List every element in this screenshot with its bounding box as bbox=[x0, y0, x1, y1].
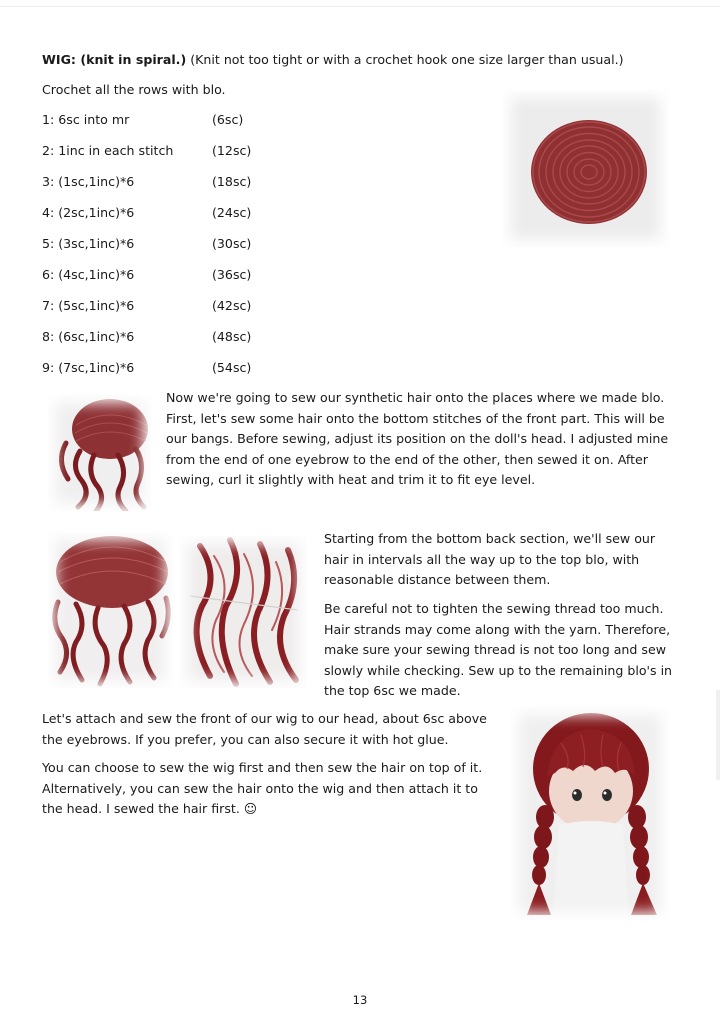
sewing-top-illustration bbox=[180, 536, 307, 688]
row-stitch-count: (24sc) bbox=[212, 205, 252, 220]
row-stitch-count: (36sc) bbox=[212, 267, 252, 282]
order-line: You can choose to sew the wig first and then sew the hair on top of it. bbox=[42, 760, 483, 775]
bangs-illustration bbox=[48, 395, 151, 511]
row-instruction: 3: (1sc,1inc)*6 bbox=[42, 174, 135, 189]
row-instruction: 2: 1inc in each stitch bbox=[42, 143, 174, 158]
careful-line: Be careful not to tighten the sewing thread too much. bbox=[324, 601, 664, 616]
bangs-line: sewing, curl it slightly with heat and trim it to fit eye level. bbox=[166, 472, 536, 487]
row-stitch-count: (42sc) bbox=[212, 298, 252, 313]
row-instruction: 9: (7sc,1inc)*6 bbox=[42, 360, 135, 375]
order-line: the head. I sewed the hair first. ☺ bbox=[42, 801, 257, 816]
careful-line: the top 6sc we made. bbox=[324, 683, 461, 698]
row-stitch-count: (54sc) bbox=[212, 360, 252, 375]
row-instruction: 4: (2sc,1inc)*6 bbox=[42, 205, 135, 220]
bangs-paragraph bbox=[166, 388, 668, 491]
order-line: Alternatively, you can sew the hair onto the wig and then attach it to bbox=[42, 780, 478, 796]
photo-sewing-back bbox=[48, 532, 173, 688]
row-instruction: 6: (4sc,1inc)*6 bbox=[42, 267, 135, 282]
row-instruction: 5: (3sc,1inc)*6 bbox=[42, 236, 135, 251]
sewing-line: Starting from the bottom back section, we'll sew our bbox=[324, 531, 656, 546]
careful-paragraph bbox=[324, 599, 672, 702]
sewing-paragraph bbox=[324, 529, 655, 591]
wig-heading-note: (Knit not too tight or with a crochet hook one size larger than usual.) bbox=[190, 52, 624, 67]
row-stitch-count: (30sc) bbox=[212, 236, 252, 251]
bangs-line: from the end of one eyebrow to the end of the other, then sewed it on. After bbox=[166, 451, 648, 467]
row-stitch-count: (12sc) bbox=[212, 143, 252, 158]
page-edge-shadow bbox=[716, 690, 720, 780]
sewing-line: hair in intervals all the way up to the top blo, with bbox=[324, 551, 640, 567]
bangs-line: Now we're going to sew our synthetic hair onto the places where we made blo. bbox=[166, 390, 665, 405]
doll-illustration bbox=[511, 707, 669, 920]
attach-paragraph bbox=[42, 709, 487, 750]
row-instruction: 1: 6sc into mr bbox=[42, 112, 130, 127]
row-instruction: 8: (6sc,1inc)*6 bbox=[42, 329, 135, 344]
careful-line: slowly while checking. Sew up to the remaining blo's in bbox=[324, 662, 673, 678]
row-stitch-count: (48sc) bbox=[212, 329, 252, 344]
photo-wig-cap bbox=[503, 90, 668, 247]
row-instruction: 7: (5sc,1inc)*6 bbox=[42, 298, 135, 313]
attach-line: the eyebrows. If you prefer, you can also secure it with hot glue. bbox=[42, 731, 449, 747]
wig-cap-illustration bbox=[503, 90, 668, 247]
top-border bbox=[0, 6, 720, 7]
order-paragraph bbox=[42, 758, 482, 820]
row-stitch-count: (18sc) bbox=[212, 174, 252, 189]
row-stitch-count: (6sc) bbox=[212, 112, 244, 127]
bangs-line: First, let's sew some hair onto the bottom stitches of the front part. This will be bbox=[166, 410, 665, 426]
attach-line: Let's attach and sew the front of our wig to our head, about 6sc above bbox=[42, 711, 487, 726]
photo-bangs bbox=[48, 395, 151, 511]
wig-heading: WIG: (knit in spiral.) bbox=[42, 52, 187, 67]
blo-note: Crochet all the rows with blo. bbox=[42, 82, 226, 97]
photo-doll-braids bbox=[511, 707, 669, 920]
sewing-line: reasonable distance between them. bbox=[324, 572, 551, 587]
careful-line: make sure your sewing thread is not too long and sew bbox=[324, 642, 666, 657]
bangs-line: our bangs. Before sewing, adjust its position on the doll's head. I adjusted mine bbox=[166, 431, 669, 446]
careful-line: Hair strands may come along with the yarn. Therefore, bbox=[324, 621, 671, 637]
photo-sewing-top bbox=[180, 536, 307, 688]
sewing-back-illustration bbox=[48, 532, 173, 688]
page-number: 13 bbox=[352, 993, 368, 1007]
wig-heading-line bbox=[42, 52, 624, 67]
